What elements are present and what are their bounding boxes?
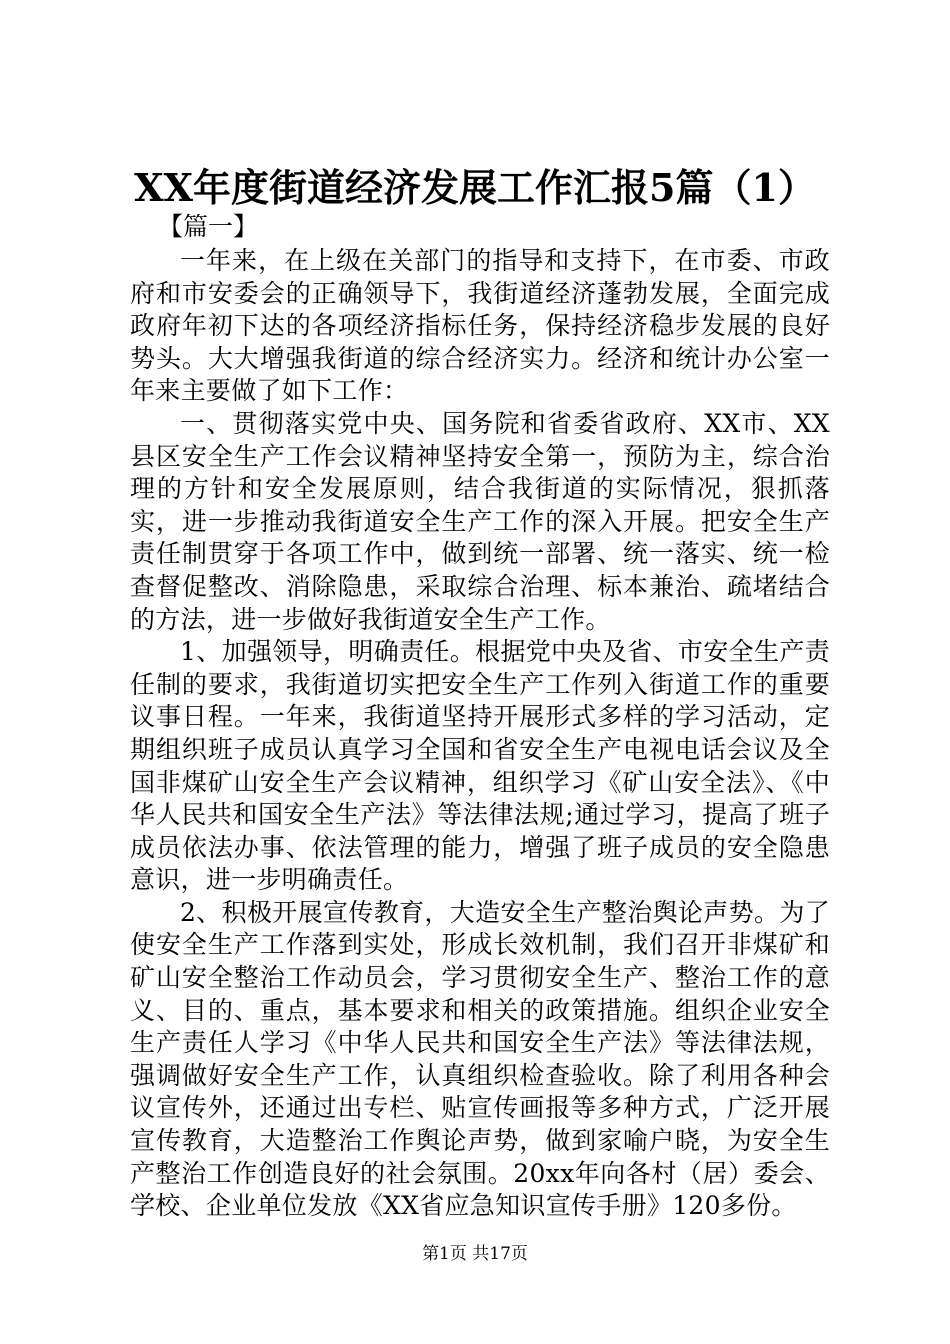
paragraph-item-1: 1、加强领导，明确责任。根据党中央及省、市安全生产责任制的要求，我街道切实把安全生产工作列入街道工作的重要议事日程。一年来，我街道坚持开展形式多样的学习活动，定期组织班子成员认真学习全国和省安全生产电视电话会议及全国非煤矿山安全生产会议精神，组织学习《矿山安全法》、《中华人民共和国安全生产法》等法律法规;通过学习，提高了班子成员依法办事、依法管理的能力，增强了班子成员的安全隐患意识，进一步明确责任。 xyxy=(130,637,830,895)
paragraph-intro: 一年来，在上级在关部门的指导和支持下，在市委、市政府和市安委会的正确领导下，我街道经济蓬勃发展，全面完成政府年初下达的各项经济指标任务，保持经济稳步发展的良好势头。大大增强我街道的综合经济实力。经济和统计办公室一年来主要做了如下工作： xyxy=(130,246,830,406)
paragraph-section-one: 一、贯彻落实党中央、国务院和省委省政府、XX市、XX县区安全生产工作会议精神坚持安全第一，预防为主，综合治理的方针和安全发展原则，结合我街道的实际情况，狠抓落实，进一步推动我街道安全生产工作的深入开展。把安全生产责任制贯穿于各项工作中，做到统一部署、统一落实、统一检查督促整改、消除隐患，采取综合治理、标本兼治、疏堵结合的方法，进一步做好我街道安全生产工作。 xyxy=(130,408,830,634)
section-label: 【篇一】 xyxy=(158,212,259,241)
paragraph-item-2: 2、积极开展宣传教育，大造安全生产整治舆论声势。为了使安全生产工作落到实处，形成长效机制，我们召开非煤矿和矿山安全整治工作动员会，学习贯彻安全生产、整治工作的意义、目的、重点，基本要求和相关的政策措施。组织企业安全生产责任人学习《中华人民共和国安全生产法》等法律法规，强调做好安全生产工作，认真组织检查验收。除了利用各种会议宣传外，还通过出专栏、贴宣传画报等多种方式，广泛开展宣传教育，大造整治工作舆论声势，做到家喻户晓，为安全生产整治工作创造良好的社会氛围。20xx年向各村（居）委会、学校、企业单位发放《XX省应急知识宣传手册》120多份。 xyxy=(130,897,830,1221)
page-footer: 第1页 共17页 xyxy=(422,1244,528,1264)
document-title: XX年度街道经济发展工作汇报5篇（1） xyxy=(134,165,816,210)
document-body xyxy=(130,245,830,1223)
